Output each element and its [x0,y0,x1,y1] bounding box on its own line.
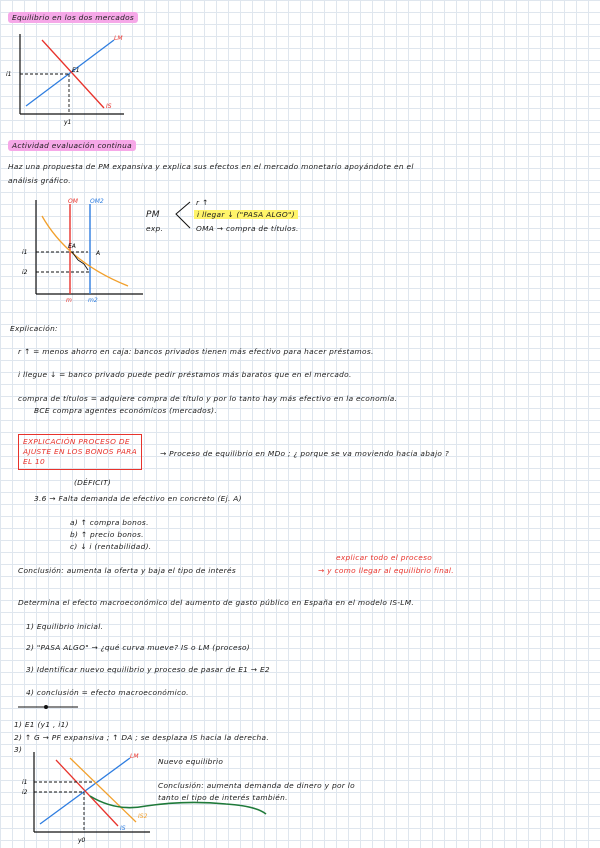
i1-label-3: i1 [22,779,28,786]
is-label-2: IS [120,825,126,832]
question-text-2: análisis gráfico. [8,176,71,185]
divider-line [18,704,78,710]
money-market-graph [22,198,148,304]
answer-3: 3) [14,745,23,754]
task-step-1: 1) Equilibrio inicial. [26,622,104,631]
conclusion-text: Conclusión: aumenta la oferta y baja el tipo de interés [18,566,236,575]
process-question: → Proceso de equilibrio en MDo ; ¿ porque se va moviendo hacia abajo ? [160,449,450,458]
final-conclusion-1: Conclusión: aumenta demanda de dinero y por lo [158,781,355,790]
is2-curve [70,758,136,822]
is-curve-2 [56,760,118,826]
om2-label: OM2 [90,198,104,205]
final-conclusion-2: tanto el tipo de interés también. [158,793,288,802]
lm-label-2: LM [130,753,139,760]
om-label: OM [68,198,78,205]
bullet-3: compra de títulos = adquiere compra de título y por lo tanto hay más efectivo en la economía. [18,394,398,403]
islm-graph-initial [6,34,134,126]
i2-label-2: i2 [22,269,28,276]
scheme-pm: PM [146,210,160,220]
m2-label: m2 [88,297,98,304]
step-c: c) ↓ i (rentabilidad). [70,542,152,551]
red-box-line-1: EXPLICACIÓN PROCESO DE [23,437,130,446]
red-box-process [18,434,142,470]
answer-2: 2) ↑ G → PF expansiva ; ↑ DA ; se desplaza IS hacia la derecha. [14,733,270,742]
is-label: IS [106,103,112,110]
is2-label: IS2 [138,813,148,820]
answer-1: 1) E1 (y1 , i1) [14,720,69,729]
step-36: 3.6 → Falta demanda de efectivo en concreto (Ej. A) [34,494,242,503]
section-title-activity: Actividad evaluación continua [8,140,136,151]
deficit-label: (DÉFICIT) [74,478,112,487]
scheme-exp: exp. [146,224,164,233]
red-note-1: explicar todo el proceso [336,553,433,562]
task-text: Determina el efecto macroeconómico del aumento de gasto público en España en el modelo IS-LM. [18,598,415,607]
new-equilibrium: Nuevo equilibrio [158,757,224,766]
scheme-borrow: i llegar ↓ ("PASA ALGO") [194,210,298,219]
scheme-r: r ↑ [196,198,209,207]
lm-label: LM [114,35,123,42]
y1-label: y1 [64,119,72,126]
i1-label-2: i1 [22,249,28,256]
money-demand-curve [42,216,128,286]
a-label: A [96,250,101,257]
scheme-brace [172,200,192,234]
section-title-equilibrium: Equilibrio en los dos mercados [8,12,138,23]
bullet-1: r ↑ = menos ahorro en caja: bancos privados tienen más efectivo para hacer préstamos. [18,347,374,356]
question-text: Haz una propuesta de PM expansiva y explica sus efectos en el mercado monetario apoyándote en el [8,162,414,171]
task-step-2: 2) "PASA ALGO" → ¿qué curva mueve? IS o LM (proceso) [26,643,250,652]
i1-label: i1 [6,71,12,78]
bullet-4: BCE compra agentes económicos (mercados). [34,406,217,415]
step-b: b) ↑ precio bonos. [70,530,144,539]
m-label: m [66,297,72,304]
red-box-line-2: AJUSTE EN LOS BONOS PARA [23,447,137,456]
bullet-2: i llegue ↓ = banco privado puede pedir préstamos más baratos que en el mercado. [18,370,352,379]
step-a: a) ↑ compra bonos. [70,518,149,527]
red-box-line-3: EL 10 [23,457,46,466]
task-step-3: 3) Identificar nuevo equilibrio y proceso de pasar de E1 → E2 [26,665,270,674]
red-note-2: → y como llegar al equilibrio final. [318,566,454,575]
lm-curve [26,40,114,106]
scheme-oma: OMA → compra de títulos. [196,224,299,233]
y0-label: y0 [78,837,86,844]
i2-label-3: i2 [22,789,28,796]
task-step-4: 4) conclusión = efecto macroeconómico. [26,688,189,697]
explanation-title: Explicación: [10,324,58,333]
ea-label: EA [68,243,76,250]
e1-label: E1 [72,67,80,74]
